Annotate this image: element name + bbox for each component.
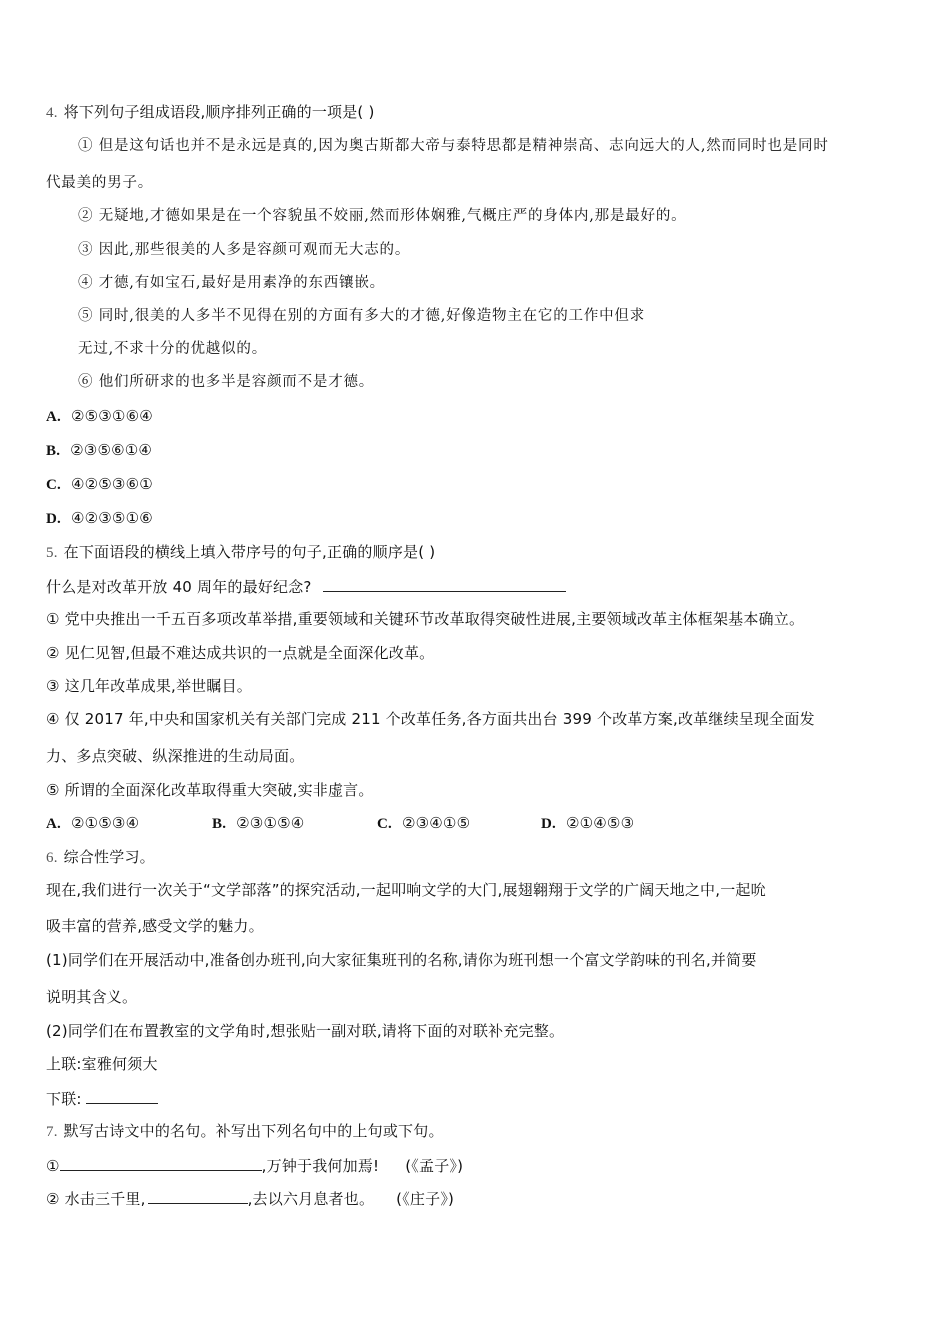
q4-sentence-1a: ① 但是这句话也并不是永远是真的,因为奥古斯都大帝与泰特思都是精神崇高、志向远大的人,然而同时也是同时 (78, 138, 829, 154)
q4-sentence-6: ⑥ 他们所研求的也多半是容颜而不是才德。 (78, 374, 375, 390)
q7-line1-source: (《孟子》) (405, 1157, 464, 1175)
option-value: ④②③⑤①⑥ (70, 509, 153, 527)
q7-line-2 (46, 1188, 454, 1209)
q5-option-b[interactable] (212, 813, 304, 834)
q4-option-c[interactable] (46, 474, 153, 495)
q7-line2-source: (《庄子》) (396, 1190, 455, 1208)
option-value: ②①④⑤③ (565, 814, 635, 832)
q7-line-1 (46, 1155, 463, 1176)
q4-sentence-1b: 代最美的男子。 (46, 175, 154, 191)
q5-answer-blank[interactable] (323, 576, 566, 592)
option-value: ②⑤③①⑥④ (70, 407, 153, 425)
q4-sentence-5a: ⑤ 同时,很美的人多半不见得在别的方面有多大的才德,好像造物主在它的工作中但求 (78, 308, 646, 324)
q6-part1-a: (1)同学们在开展活动中,准备创办班刊,向大家征集班刊的名称,请你为班刊想一个富文学韵味的刊名,并简要 (46, 951, 757, 969)
q4-stem-text: 将下列句子组成语段,顺序排列正确的一项是( ) (63, 103, 375, 121)
q4-sentence-4: ④ 才德,有如宝石,最好是用素净的东西镶嵌。 (78, 275, 385, 291)
q6-intro-a: 现在,我们进行一次关于“文学部落”的探究活动,一起叩响文学的大门,展翅翱翔于文学的广阔天地之中,一起吮 (46, 881, 766, 899)
q6-part1-b: 说明其含义。 (46, 988, 138, 1006)
q5-prompt (46, 576, 566, 597)
q5-stem-text: 在下面语段的横线上填入带序号的句子,正确的顺序是( ) (63, 543, 436, 561)
option-label: D. (541, 816, 556, 832)
option-value: ②③①⑤④ (236, 814, 305, 832)
q4-option-b[interactable] (46, 440, 152, 461)
lower-couplet-blank[interactable] (86, 1088, 158, 1104)
q5-sentence-5: ⑤ 所谓的全面深化改革取得重大突破,实非虚言。 (46, 781, 374, 799)
q5-sentence-1: ① 党中央推出一千五百多项改革举措,重要领域和关键环节改革取得突破性进展,主要领域改革主体框架基本确立。 (46, 610, 805, 628)
q5-option-a[interactable] (46, 813, 139, 834)
upper-couplet-label: 上联: (46, 1055, 82, 1073)
option-label: B. (212, 816, 227, 832)
q6-lower-couplet (46, 1088, 158, 1109)
q6-part2: (2)同学们在布置教室的文学角时,想张贴一副对联,请将下面的对联补充完整。 (46, 1022, 565, 1040)
q4-sentence-5b: 无过,不求十分的优越似的。 (78, 341, 268, 357)
q5-sentence-4a: ④ 仅 2017 年,中央和国家机关有关部门完成 211 个改革任务,各方面共出台 399 个改革方案,改革继续呈现全面发 (46, 710, 815, 728)
q5-prompt-text: 什么是对改革开放 40 周年的最好纪念? (46, 578, 312, 596)
q4-option-d[interactable] (46, 508, 153, 529)
q6-number: 6. (46, 850, 58, 866)
q4-stem (46, 102, 375, 123)
q7-line1-blank[interactable] (60, 1155, 262, 1171)
q7-number: 7. (46, 1124, 58, 1140)
q5-stem (46, 542, 435, 563)
q5-sentence-2: ② 见仁见智,但最不难达成共识的一点就是全面深化改革。 (46, 644, 435, 662)
option-value: ②③⑤⑥①④ (70, 441, 153, 459)
q6-stem (46, 847, 155, 868)
option-value: ②①⑤③④ (70, 814, 140, 832)
q4-sentence-3: ③ 因此,那些很美的人多是容颜可观而无大志的。 (78, 242, 411, 258)
option-label: C. (46, 477, 61, 493)
upper-couplet-value: 室雅何须大 (81, 1055, 158, 1073)
q5-number: 5. (46, 545, 58, 561)
option-value: ④②⑤③⑥① (70, 475, 153, 493)
q7-stem-text: 默写古诗文中的名句。补写出下列名句中的上句或下句。 (63, 1122, 444, 1140)
q5-sentence-4b: 力、多点突破、纵深推进的生动局面。 (46, 747, 305, 765)
option-label: D. (46, 511, 61, 527)
q5-option-c[interactable] (377, 813, 470, 834)
q7-line1-prefix: ① (46, 1157, 60, 1175)
q4-number: 4. (46, 105, 58, 121)
q6-stem-text: 综合性学习。 (63, 848, 155, 866)
q5-option-d[interactable] (541, 813, 634, 834)
q6-intro-b: 吸丰富的营养,感受文学的魅力。 (46, 917, 264, 935)
option-label: C. (377, 816, 392, 832)
option-label: A. (46, 816, 61, 832)
q7-line2-blank[interactable] (148, 1188, 248, 1204)
q5-sentence-3: ③ 这几年改革成果,举世瞩目。 (46, 677, 252, 695)
q6-upper-couplet (46, 1054, 158, 1074)
q4-option-a[interactable] (46, 406, 153, 427)
q7-stem (46, 1121, 444, 1142)
lower-couplet-label: 下联: (46, 1090, 82, 1108)
option-label: B. (46, 443, 61, 459)
option-label: A. (46, 409, 61, 425)
q7-line2-prefix: ② 水击三千里, (46, 1190, 146, 1208)
q4-sentence-2: ② 无疑地,才德如果是在一个容貌虽不姣丽,然而形体娴雅,气概庄严的身体内,那是最好的。 (78, 208, 687, 224)
option-value: ②③④①⑤ (401, 814, 471, 832)
q7-line2-suffix: ,去以六月息者也。 (247, 1190, 375, 1208)
q7-line1-suffix: ,万钟于我何加焉! (261, 1157, 380, 1175)
